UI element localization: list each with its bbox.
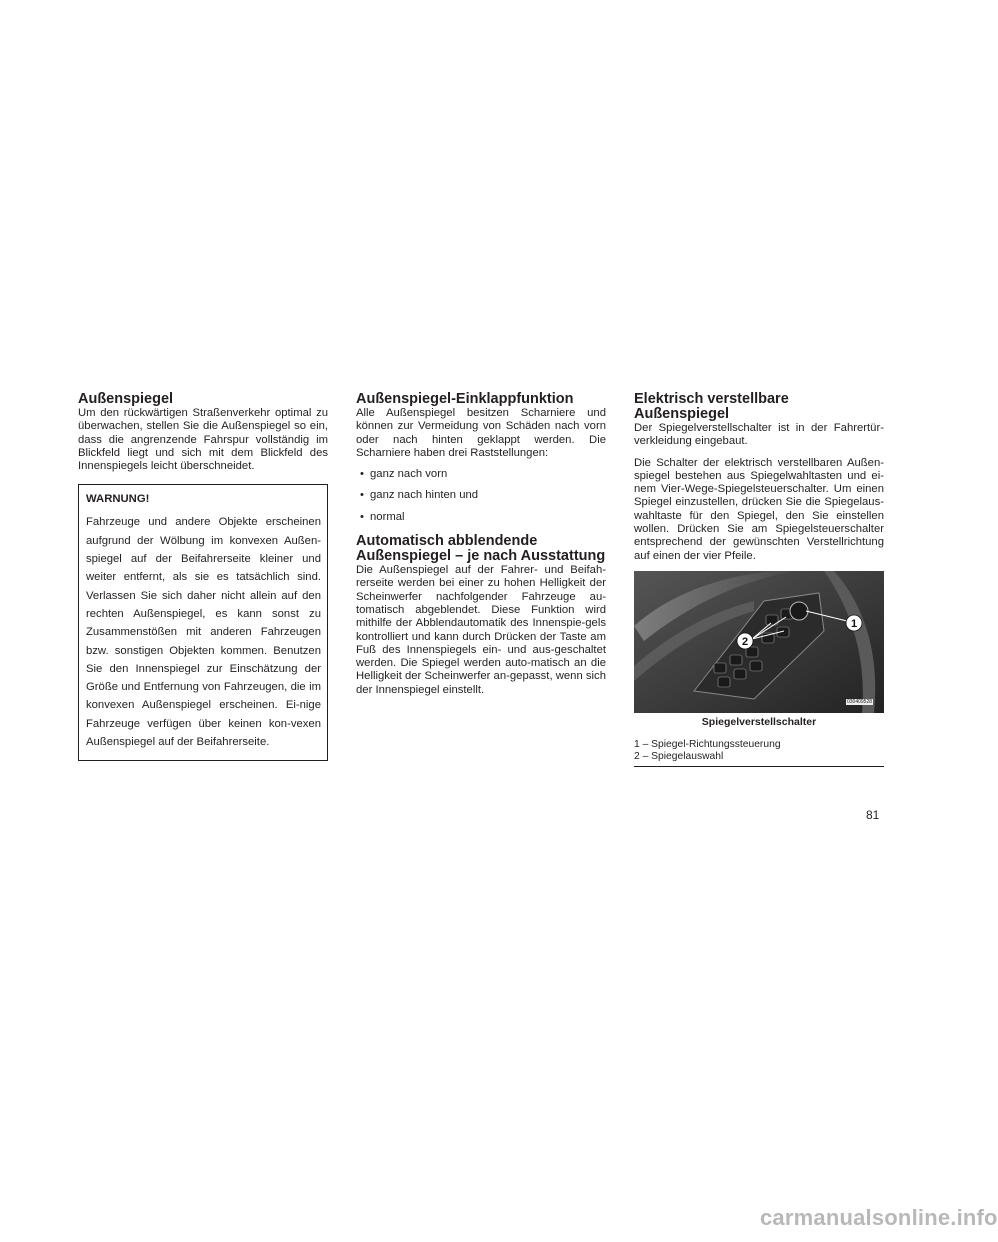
paragraph-elektrisch-1: Der Spiegelverstellschalter ist in der Fahrertür-verkleidung eingebaut. [634, 422, 884, 448]
paragraph-elektrisch-2: Die Schalter der elektrisch verstellbaren Außen-spiegel bestehen aus Spiegelwahltasten und ei-nem Vier-Wege-Spiegelsteuerschalter. Um einen Spiegel einzustellen, drücken Sie die Spiegelaus-wahltaste für den Spiegel, den Sie einstellen wollen. Drücken Sie am Spiegelsteuerschalter entsprechend der gewünschten Verstellrichtung auf einen der vier Pfeile. [634, 456, 884, 562]
list-item: • ganz nach hinten und [360, 489, 479, 502]
figure-code: 030409528 [847, 698, 873, 705]
heading-aussenspiegel: Außenspiegel [78, 391, 174, 407]
paragraph-aussenspiegel: Um den rückwärtigen Straßenverkehr optimal zu überwachen, stellen Sie die Außenspiegel so ein, dass die angrenzende Fahrspur vollständig im Blickfeld liegt und sich mit dem Blickfeld des Innenspiegels leicht überschneidet. [78, 407, 328, 473]
page-number: 81 [866, 808, 880, 822]
heading-elektrisch: Elektrisch verstellbare Außenspiegel [634, 391, 789, 422]
list-item: • ganz nach vorn [360, 468, 448, 481]
column-middle [356, 392, 606, 705]
heading-abblendende: Automatisch abblendende Außenspiegel – je nach Ausstattung [356, 533, 606, 565]
column-left [78, 392, 328, 761]
door-panel-illustration [634, 571, 884, 713]
paragraph-abblendende: Die Außenspiegel auf der Fahrer- und Beifah-rerseite werden bei einer zu hohen Helligkeit der Scheinwerfer nachfolgender Fahrzeuge au-tomatisch abgeblendet. Diese Funktion wird mithilfe der Abblendautomatik des Innenspie-gels kontrolliert und kann durch Drücken der Taste am Fuß des Innenspiegels ein- und aus-geschaltet werden. Die Spiegel werden auto-matisch an die Helligkeit der Scheinwerfer an-gepasst, wenn sich der Innenspiegel einstellt. [356, 564, 606, 696]
legend-item: 1 – Spiegel-Richtungssteuerung [634, 738, 781, 750]
callout-2: 2 [741, 635, 749, 648]
warning-text: Fahrzeuge und andere Objekte erscheinen aufgrund der Wölbung im konvexen Außen-spiegel auf der Beifahrerseite kleiner und weiter entfernt, als sie es tatsächlich sind. Verlassen Sie sich daher nicht allein auf den rechten Außenspiegel, es kann sonst zu Zusammenstößen mit anderen Fahrzeugen bzw. sonstigen Objekten kommen. Benutzen Sie den Innenspiegel zur Einschätzung der Größe und Entfernung von Fahrzeugen, die im konvexen Außenspiegel erscheinen. Ei-nige Fahrzeuge verfügen über keinen kon-vexen Außenspiegel auf der Beifahrerseite. [86, 516, 321, 749]
warning-box [78, 484, 328, 761]
legend-item: 2 – Spiegelauswahl [634, 750, 724, 762]
mirror-switch-figure [634, 571, 884, 713]
legend-divider [634, 766, 884, 767]
watermark-link[interactable]: carmanualsonline.info [760, 1205, 998, 1230]
list-item: • normal [360, 510, 405, 523]
warning-title: WARNUNG! [86, 493, 150, 506]
bullet-list [356, 468, 606, 524]
paragraph-einklappfunktion: Alle Außenspiegel besitzen Scharniere und können zur Vermeidung von Schäden nach vorn oder nach hinten geklappt werden. Die Scharniere haben drei Raststellungen: [356, 407, 606, 459]
figure-caption: Spiegelverstellschalter [701, 715, 817, 728]
heading-einklappfunktion: Außenspiegel-Einklappfunktion [356, 391, 574, 407]
callout-1: 1 [850, 617, 858, 630]
column-right [634, 392, 884, 767]
